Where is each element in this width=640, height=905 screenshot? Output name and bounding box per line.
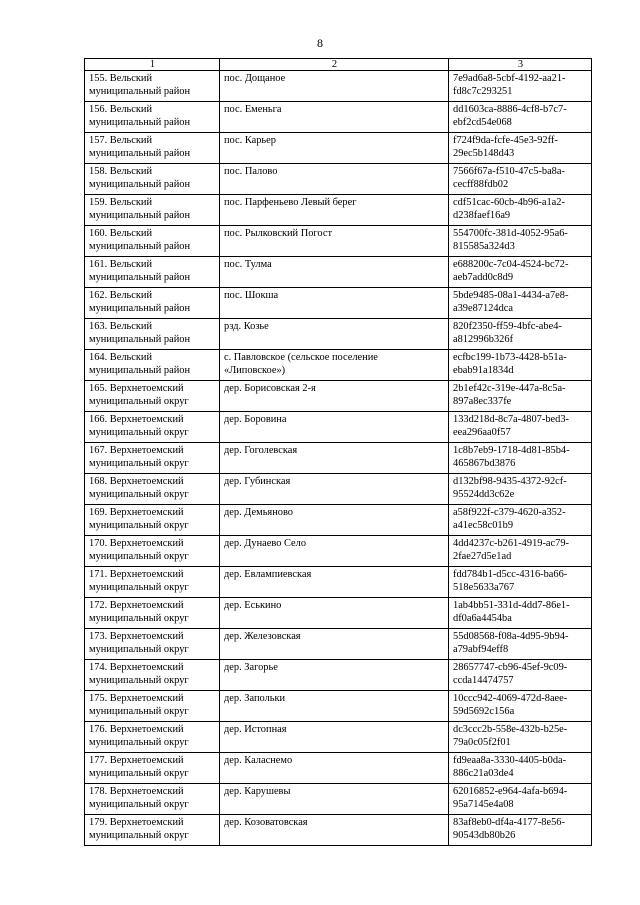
identifier-cell-line-2: d238faef16a9 — [453, 210, 511, 221]
settlement-cell-line-2: «Липовское») — [224, 365, 286, 376]
identifier-cell-line-1: 820f2350-ff59-4bfc-abe4- — [453, 321, 562, 332]
municipality-cell-line-2: муниципальный округ — [89, 799, 189, 810]
municipality-cell — [85, 815, 220, 846]
municipality-cell-line-2: муниципальный округ — [89, 706, 189, 717]
municipality-cell-line-1: 171. Верхнетоемский — [89, 569, 184, 580]
identifier-cell-line-1: d132bf98-9435-4372-92cf- — [453, 476, 567, 487]
municipality-cell — [85, 567, 220, 598]
identifier-cell-line-1: 10ccc942-4069-472d-8aee- — [453, 693, 568, 704]
municipality-cell-line-2: муниципальный округ — [89, 582, 189, 593]
identifier-cell-line-1: 83af8eb0-df4a-4177-8e56- — [453, 817, 565, 828]
identifier-cell-line-1: ecfbc199-1b73-4428-b51a- — [453, 352, 567, 363]
municipality-cell-line-1: 178. Верхнетоемский — [89, 786, 184, 797]
settlement-cell — [220, 536, 449, 567]
column-header-1: 1 — [85, 59, 220, 71]
municipality-cell-line-2: муниципальный округ — [89, 458, 189, 469]
identifier-cell-line-1: 2b1ef42c-319e-447a-8c5a- — [453, 383, 566, 394]
settlement-cell — [220, 226, 449, 257]
municipality-cell — [85, 443, 220, 474]
table-row — [85, 381, 592, 412]
identifier-cell-line-1: 1c8b7eb9-1718-4d81-85b4- — [453, 445, 570, 456]
settlement-cell — [220, 133, 449, 164]
identifier-cell-line-2: 90543db80b26 — [453, 830, 516, 841]
settlement-cell — [220, 722, 449, 753]
municipality-cell-line-2: муниципальный район — [89, 334, 191, 345]
identifier-cell — [449, 288, 592, 319]
municipality-cell-line-2: муниципальный округ — [89, 644, 189, 655]
municipality-cell-line-2: муниципальный район — [89, 148, 191, 159]
settlements-table — [84, 58, 592, 846]
municipality-cell-line-1: 174. Верхнетоемский — [89, 662, 184, 673]
municipality-cell — [85, 474, 220, 505]
settlement-cell — [220, 598, 449, 629]
table-row — [85, 784, 592, 815]
table-row — [85, 443, 592, 474]
settlement-cell-line-1: пос. Дощаное — [224, 73, 286, 84]
settlement-cell-line-1: дер. Козоватовская — [224, 817, 308, 828]
municipality-cell — [85, 195, 220, 226]
municipality-cell — [85, 226, 220, 257]
municipality-cell — [85, 660, 220, 691]
table-row — [85, 505, 592, 536]
settlement-cell-line-1: дер. Железовская — [224, 631, 301, 642]
settlement-cell-line-1: дер. Запольки — [224, 693, 286, 704]
identifier-cell — [449, 350, 592, 381]
identifier-cell-line-1: 554700fc-381d-4052-95a6- — [453, 228, 568, 239]
identifier-cell-line-2: 897a8ec337fe — [453, 396, 512, 407]
identifier-cell-line-2: ebab91a1834d — [453, 365, 514, 376]
identifier-cell-line-2: 886c21a03de4 — [453, 768, 514, 779]
table-row — [85, 195, 592, 226]
table-row — [85, 691, 592, 722]
identifier-cell-line-2: ebf2cd54e068 — [453, 117, 512, 128]
table-row — [85, 536, 592, 567]
municipality-cell — [85, 536, 220, 567]
identifier-cell-line-1: 28657747-cb96-45ef-9c09- — [453, 662, 568, 673]
municipality-cell-line-1: 157. Вельский — [89, 135, 153, 146]
settlement-cell — [220, 412, 449, 443]
identifier-cell — [449, 71, 592, 102]
municipality-cell-line-2: муниципальный округ — [89, 675, 189, 686]
municipality-cell — [85, 133, 220, 164]
municipality-cell-line-1: 168. Верхнетоемский — [89, 476, 184, 487]
municipality-cell — [85, 350, 220, 381]
settlement-cell-line-1: дер. Дунаево Село — [224, 538, 307, 549]
identifier-cell-line-1: cdf51cac-60cb-4b96-a1a2- — [453, 197, 565, 208]
settlement-cell — [220, 350, 449, 381]
identifier-cell-line-1: dd1603ca-8886-4cf8-b7c7- — [453, 104, 567, 115]
identifier-cell-line-2: 95524dd3c62e — [453, 489, 515, 500]
settlement-cell — [220, 567, 449, 598]
identifier-cell-line-1: 62016852-e964-4afa-b694- — [453, 786, 568, 797]
identifier-cell-line-2: 2fae27d5e1ad — [453, 551, 512, 562]
settlement-cell-line-1: рзд. Козье — [224, 321, 269, 332]
municipality-cell-line-1: 163. Вельский — [89, 321, 153, 332]
identifier-cell-line-2: 29ec5b148d43 — [453, 148, 515, 159]
page-number: 8 — [317, 36, 323, 50]
identifier-cell-line-1: 7566f67a-f510-47c5-ba8a- — [453, 166, 565, 177]
settlement-cell — [220, 319, 449, 350]
municipality-cell — [85, 381, 220, 412]
identifier-cell-line-1: a58f922f-c379-4620-a352- — [453, 507, 566, 518]
identifier-cell-line-2: a79abf94eff8 — [453, 644, 509, 655]
table-row — [85, 753, 592, 784]
settlement-cell — [220, 660, 449, 691]
table-row — [85, 164, 592, 195]
municipality-cell — [85, 505, 220, 536]
municipality-cell — [85, 164, 220, 195]
table-row — [85, 71, 592, 102]
municipality-cell-line-1: 177. Верхнетоемский — [89, 755, 184, 766]
identifier-cell-line-2: 59d5692c156a — [453, 706, 515, 717]
municipality-cell-line-1: 158. Вельский — [89, 166, 153, 177]
municipality-cell-line-1: 170. Верхнетоемский — [89, 538, 184, 549]
table-row — [85, 629, 592, 660]
municipality-cell-line-1: 164. Вельский — [89, 352, 153, 363]
municipality-cell — [85, 288, 220, 319]
municipality-cell-line-2: муниципальный округ — [89, 551, 189, 562]
municipality-cell-line-2: муниципальный округ — [89, 489, 189, 500]
settlement-cell-line-1: пос. Палово — [224, 166, 278, 177]
identifier-cell — [449, 691, 592, 722]
municipality-cell-line-1: 167. Верхнетоемский — [89, 445, 184, 456]
identifier-cell-line-2: a41ec58c01b9 — [453, 520, 514, 531]
municipality-cell — [85, 753, 220, 784]
identifier-cell-line-1: 1ab4bb51-331d-4dd7-86e1- — [453, 600, 570, 611]
identifier-cell-line-2: df0a6a4454ba — [453, 613, 512, 624]
municipality-cell — [85, 71, 220, 102]
table-row — [85, 257, 592, 288]
identifier-cell — [449, 319, 592, 350]
municipality-cell-line-2: муниципальный округ — [89, 396, 189, 407]
municipality-cell-line-2: муниципальный округ — [89, 520, 189, 531]
column-header-2: 2 — [220, 59, 449, 71]
table-row — [85, 598, 592, 629]
settlement-cell-line-1: дер. Демьяново — [224, 507, 293, 518]
settlement-cell — [220, 288, 449, 319]
identifier-cell-line-1: e688200c-7c04-4524-bc72- — [453, 259, 569, 270]
municipality-cell — [85, 722, 220, 753]
municipality-cell — [85, 598, 220, 629]
identifier-cell-line-2: a812996b326f — [453, 334, 514, 345]
identifier-cell — [449, 164, 592, 195]
table-header-row — [85, 59, 592, 71]
identifier-cell — [449, 629, 592, 660]
municipality-cell-line-2: муниципальный район — [89, 272, 191, 283]
settlement-cell — [220, 443, 449, 474]
municipality-cell-line-1: 173. Верхнетоемский — [89, 631, 184, 642]
municipality-cell-line-2: муниципальный округ — [89, 737, 189, 748]
table-row — [85, 319, 592, 350]
identifier-cell-line-2: 518e5633a767 — [453, 582, 515, 593]
municipality-cell — [85, 691, 220, 722]
municipality-cell-line-2: муниципальный район — [89, 365, 191, 376]
table-row — [85, 226, 592, 257]
municipality-cell-line-1: 175. Верхнетоемский — [89, 693, 184, 704]
municipality-cell-line-1: 160. Вельский — [89, 228, 153, 239]
municipality-cell — [85, 102, 220, 133]
identifier-cell-line-2: 465867bd3876 — [453, 458, 516, 469]
table-row — [85, 815, 592, 846]
settlement-cell-line-1: пос. Тулма — [224, 259, 272, 270]
identifier-cell-line-2: a39e87124dca — [453, 303, 514, 314]
identifier-cell — [449, 536, 592, 567]
identifier-cell — [449, 381, 592, 412]
identifier-cell-line-1: fdd784b1-d5cc-4316-ba66- — [453, 569, 568, 580]
settlement-cell-line-1: дер. Истопная — [224, 724, 287, 735]
settlement-cell-line-1: дер. Еськино — [224, 600, 282, 611]
municipality-cell-line-1: 166. Верхнетоемский — [89, 414, 184, 425]
identifier-cell-line-1: 133d218d-8c7a-4807-bed3- — [453, 414, 569, 425]
settlement-cell — [220, 629, 449, 660]
table-row — [85, 660, 592, 691]
settlement-cell-line-1: пос. Карьер — [224, 135, 276, 146]
municipality-cell-line-1: 169. Верхнетоемский — [89, 507, 184, 518]
table-row — [85, 102, 592, 133]
settlement-cell-line-1: дер. Карушевы — [224, 786, 291, 797]
municipality-cell-line-1: 155. Вельский — [89, 73, 153, 84]
table-body — [85, 71, 592, 846]
settlement-cell — [220, 474, 449, 505]
settlement-cell — [220, 164, 449, 195]
settlement-cell-line-1: пос. Шокша — [224, 290, 279, 301]
settlement-cell — [220, 71, 449, 102]
municipality-cell-line-2: муниципальный район — [89, 241, 191, 252]
municipality-cell — [85, 784, 220, 815]
table-row — [85, 412, 592, 443]
identifier-cell-line-2: 815585a324d3 — [453, 241, 515, 252]
settlement-cell-line-1: дер. Боровина — [224, 414, 287, 425]
identifier-cell-line-2: fd8c7c293251 — [453, 86, 513, 97]
municipality-cell-line-1: 162. Вельский — [89, 290, 153, 301]
municipality-cell-line-1: 172. Верхнетоемский — [89, 600, 184, 611]
table-row — [85, 474, 592, 505]
identifier-cell — [449, 505, 592, 536]
identifier-cell-line-2: cecff88fdb02 — [453, 179, 509, 190]
municipality-cell-line-2: муниципальный район — [89, 86, 191, 97]
municipality-cell — [85, 319, 220, 350]
identifier-cell-line-1: f724f9da-fcfe-45e3-92ff- — [453, 135, 558, 146]
table-row — [85, 567, 592, 598]
municipality-cell-line-2: муниципальный округ — [89, 613, 189, 624]
identifier-cell — [449, 722, 592, 753]
settlement-cell-line-1: пос. Рылковский Погост — [224, 228, 333, 239]
identifier-cell — [449, 567, 592, 598]
municipality-cell-line-2: муниципальный округ — [89, 427, 189, 438]
municipality-cell — [85, 257, 220, 288]
identifier-cell — [449, 443, 592, 474]
settlement-cell-line-1: пос. Парфеньево Левый берег — [224, 197, 357, 208]
settlement-cell — [220, 102, 449, 133]
table-row — [85, 350, 592, 381]
municipality-cell — [85, 412, 220, 443]
identifier-cell — [449, 598, 592, 629]
identifier-cell — [449, 102, 592, 133]
settlement-cell-line-1: пос. Еменьга — [224, 104, 282, 115]
settlement-cell — [220, 753, 449, 784]
municipality-cell-line-2: муниципальный район — [89, 179, 191, 190]
column-header-3: 3 — [449, 59, 592, 71]
municipality-cell-line-1: 159. Вельский — [89, 197, 153, 208]
municipality-cell-line-1: 179. Верхнетоемский — [89, 817, 184, 828]
identifier-cell — [449, 195, 592, 226]
identifier-cell — [449, 784, 592, 815]
identifier-cell-line-2: 79a0c05f2f01 — [453, 737, 511, 748]
municipality-cell-line-2: муниципальный округ — [89, 768, 189, 779]
identifier-cell — [449, 412, 592, 443]
table-row — [85, 288, 592, 319]
municipality-cell-line-1: 161. Вельский — [89, 259, 153, 270]
identifier-cell — [449, 815, 592, 846]
table-row — [85, 133, 592, 164]
identifier-cell — [449, 133, 592, 164]
settlement-cell-line-1: с. Павловское (сельское поселение — [224, 352, 378, 363]
municipality-cell-line-1: 156. Вельский — [89, 104, 153, 115]
identifier-cell — [449, 660, 592, 691]
identifier-cell-line-2: aeb7add0c8d9 — [453, 272, 514, 283]
settlement-cell — [220, 505, 449, 536]
identifier-cell — [449, 226, 592, 257]
settlement-cell — [220, 784, 449, 815]
municipality-cell — [85, 629, 220, 660]
municipality-cell-line-1: 176. Верхнетоемский — [89, 724, 184, 735]
settlement-cell — [220, 381, 449, 412]
identifier-cell-line-1: 7e9ad6a8-5cbf-4192-aa21- — [453, 73, 566, 84]
municipality-cell-line-2: муниципальный район — [89, 210, 191, 221]
identifier-cell-line-1: 5bde9485-08a1-4434-a7e8- — [453, 290, 569, 301]
settlement-cell-line-1: дер. Загорье — [224, 662, 278, 673]
settlement-cell — [220, 691, 449, 722]
municipality-cell-line-2: муниципальный район — [89, 117, 191, 128]
identifier-cell-line-2: 95a7145e4a08 — [453, 799, 514, 810]
identifier-cell-line-1: dc3ccc2b-558e-432b-b25e- — [453, 724, 568, 735]
settlement-cell-line-1: дер. Евлампиевская — [224, 569, 312, 580]
settlement-cell — [220, 195, 449, 226]
settlement-cell-line-1: дер. Борисовская 2-я — [224, 383, 316, 394]
identifier-cell — [449, 474, 592, 505]
table-row — [85, 722, 592, 753]
municipality-cell-line-2: муниципальный округ — [89, 830, 189, 841]
municipality-cell-line-1: 165. Верхнетоемский — [89, 383, 184, 394]
identifier-cell-line-1: 55d08568-f08a-4d95-9b94- — [453, 631, 569, 642]
identifier-cell-line-2: ccda14474757 — [453, 675, 514, 686]
identifier-cell — [449, 753, 592, 784]
settlement-cell-line-1: дер. Каласнемо — [224, 755, 293, 766]
identifier-cell — [449, 257, 592, 288]
identifier-cell-line-1: fd9eaa8a-3330-4405-b0da- — [453, 755, 567, 766]
settlement-cell-line-1: дер. Гоголевская — [224, 445, 298, 456]
settlement-cell — [220, 257, 449, 288]
settlement-cell-line-1: дер. Губинская — [224, 476, 291, 487]
identifier-cell-line-1: 4dd4237c-b261-4919-ac79- — [453, 538, 569, 549]
identifier-cell-line-2: eea296aa0f57 — [453, 427, 511, 438]
municipality-cell-line-2: муниципальный район — [89, 303, 191, 314]
settlement-cell — [220, 815, 449, 846]
